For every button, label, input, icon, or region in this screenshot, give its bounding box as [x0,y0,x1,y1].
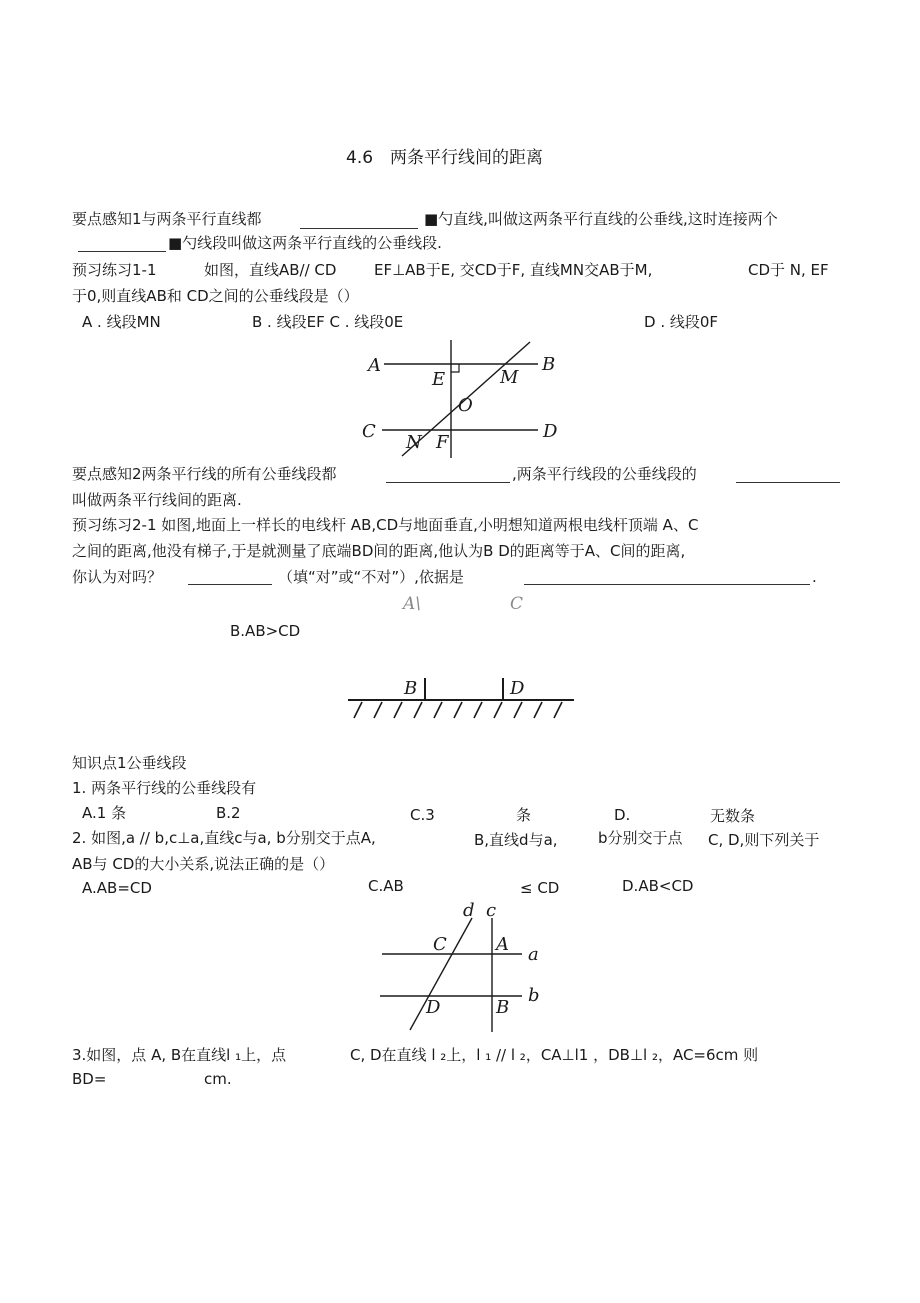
q3-text-c: BD= [72,1070,107,1088]
fig3-label-b-line: b [528,985,540,1006]
fig2-label-d: D [510,678,525,699]
q3-text-b: C, D在直线 l ₂上，l ₁ // l ₂，CA⊥l1 ，DB⊥l ₂，AC=6cm 则 [350,1046,759,1064]
exercise11-line2: 于0,则直线AB和 CD之间的公垂线段是（） [72,287,359,305]
q3-text-a: 3.如图，点 A, B在直线l ₁上，点 [72,1046,287,1064]
fig1-label-c: C [362,421,376,442]
exercise11-text-c: EF⊥AB于E, 交CD于F, 直线MN交AB于M, [374,261,653,279]
exercise21-line2: 之间的距离,他没有梯子,于是就测量了底端BD间的距离,他认为B D的距离等于A、C间的距离, [72,542,686,560]
exercise11-option-d[interactable]: D . 线段0F [644,313,719,331]
q2-stem-b: B,直线d与a, [474,831,558,849]
q2-option-a[interactable]: A.AB=CD [82,879,152,897]
q1-stem: 1. 两条平行线的公垂线段有 [72,779,257,797]
exercise21-line3-b: （填“对”或“不对”）,依据是 [278,568,464,586]
q1-option-c[interactable]: C.3 [410,806,435,824]
q3-text-d: cm. [204,1070,232,1088]
knowledge1-heading: 知识点1公垂线段 [72,754,187,772]
exercise21-stray-option: B.AB>CD [230,622,301,640]
exercise11-option-bc[interactable]: B . 线段EF C . 线段0E [252,313,404,331]
q2-option-c-rest: ≤ CD [520,879,560,897]
keypoint2-text-b: ,两条平行线段的公垂线段的 [512,465,697,483]
keypoint1-text-a: 要点感知1与两条平行直线都 [72,210,262,228]
fig1-label-f: F [436,432,449,453]
fig3-label-a-line: a [528,944,539,965]
q2-stem-line2: AB与 CD的大小关系,说法正确的是（） [72,855,335,873]
exercise21-faint-a: A\ [403,594,422,614]
exercise21-faint-c: C [510,594,524,614]
exercise21-line3-a: 你认为对吗？ [72,568,163,586]
q1-option-d[interactable]: D. [614,806,631,824]
fig3-label-d-point: D [426,997,441,1018]
keypoint1-text-c: ■勺线段叫做这两条平行直线的公垂线段. [168,234,442,252]
keypoint2-text-c: 叫做两条平行线间的距离. [72,491,242,509]
q1-option-c-unit: 条 [516,806,532,824]
fig1-label-n: N [406,432,422,453]
q1-option-d-text: 无数条 [710,807,756,825]
q2-option-d[interactable]: D.AB<CD [622,877,694,895]
fig1-label-a: A [368,355,381,376]
exercise21-line1: 预习练习2-1 如图,地面上一样长的电线杆 AB,CD与地面垂直,小明想知道两根电线杆顶端 A、C [72,516,699,534]
q2-stem-a: 2. 如图,a // b,c⊥a,直线c与a, b分别交于点A, [72,829,376,847]
exercise11-label: 预习练习1-1 [72,261,157,279]
fig1-label-b: B [542,354,556,375]
exercise11-option-a[interactable]: A . 线段MN [82,313,161,331]
q2-option-c[interactable]: C.AB [368,877,404,895]
exercise11-text-b: 如图，直线AB// CD [204,261,337,279]
q1-option-a[interactable]: A.1 条 [82,804,127,822]
fig3-label-a-point: A [496,934,509,955]
keypoint1-text-b: ■勺直线,叫做这两条平行直线的公垂线,这时连接两个 [424,210,778,228]
fig1-label-d: D [543,421,558,442]
q2-stem-c: b分别交于点 [598,829,683,847]
fig1-label-o: O [458,395,473,416]
page-title: 4.6 两条平行线间的距离 [346,148,544,168]
fig1-label-m: M [500,367,519,388]
fig3-label-c-point: C [433,934,447,955]
fig1-label-e: E [432,369,446,390]
q1-option-b[interactable]: B.2 [216,804,241,822]
fig3-label-d-line: d [463,900,475,921]
keypoint2-text-a: 要点感知2两条平行线的所有公垂线段都 [72,465,337,483]
fig2-label-b: B [404,678,418,699]
fig3-label-b-point: B [496,997,510,1018]
fig3-label-c-line: c [486,900,497,921]
q2-stem-d: C, D,则下列关于 [708,831,820,849]
exercise21-line3-c: . [812,568,817,586]
exercise11-text-d: CD于 N, EF [748,261,829,279]
